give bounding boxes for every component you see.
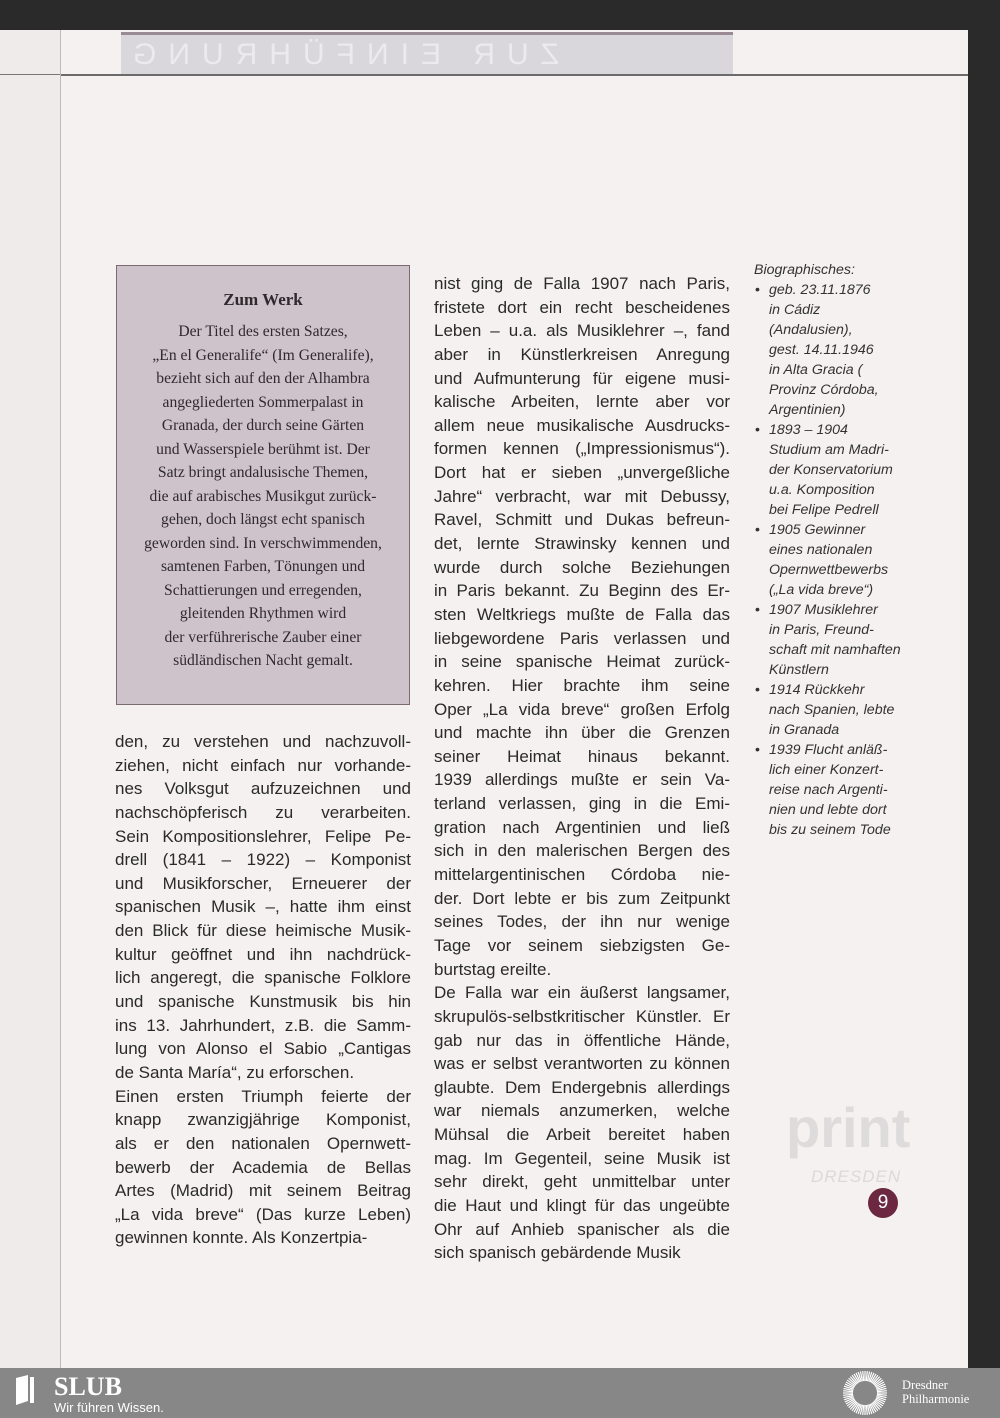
text-line: gration nach Argentinien und ließ: [434, 817, 730, 837]
text-line: Tage vor seinem siebzigsten Ge-: [434, 935, 730, 955]
bio-line: in Cádiz: [769, 302, 821, 318]
text-line: nachschöpferisch zu verarbeiten.: [115, 802, 411, 822]
box-text-line: samtenen Farben, Tönungen und: [160, 558, 366, 575]
text-line: Artes (Madrid) mit seinem Beitrag: [115, 1181, 411, 1201]
bio-line: gest. 14.11.1946: [769, 342, 874, 358]
text-line: knapp zwanzigjährige Komponist,: [115, 1110, 411, 1130]
box-text-line: Satz bringt andalusische Themen,: [157, 464, 369, 481]
bio-line: 1939 Flucht anläß-: [769, 742, 888, 758]
text-line: den Blick für diese heimische Musik-: [115, 921, 411, 941]
ad-city: DRESDEN: [811, 1167, 902, 1186]
box-title: Zum Werk: [223, 290, 303, 309]
box-text-line: die auf arabisches Musikgut zurück-: [149, 487, 377, 505]
box-text-line: Granada, der durch seine Gärten: [161, 417, 365, 434]
text-line: die Haut und klingt für das ungeübte: [434, 1195, 730, 1215]
text-line: seines Todes, der ihn nur wenige: [434, 912, 730, 932]
bio-line: eines nationalen: [769, 542, 873, 558]
advertisement-watermark: [786, 885, 936, 1265]
text-line: Ravel, Schmitt und Dukas befreun-: [434, 510, 730, 530]
bio-list-item: [754, 280, 914, 420]
text-line: Dort hat er sieben „unvergeßliche: [434, 463, 730, 483]
text-line: lich angeregt, die spanische Folklore: [115, 968, 411, 988]
text-line: bewerb der Academia de Bellas: [115, 1157, 411, 1177]
bio-list-item: [754, 740, 914, 840]
text-line: kehren. Hier brachte ihm seine: [434, 675, 730, 695]
bio-line: Studium am Madri-: [769, 442, 889, 458]
text-line: Oper „La vida breve“ großen Erfolg: [434, 699, 730, 719]
bio-line: nien und lebte dort: [769, 802, 887, 818]
text-line: skrupulös-selbstkritischer Künstler. Er: [434, 1006, 730, 1026]
bio-line: bei Felipe Pedrell: [769, 502, 879, 518]
bio-line: in Alta Gracia (: [769, 362, 863, 378]
box-text-line: Schattierungen und erregenden,: [164, 581, 362, 599]
text-line: ziehen, nicht einfach nur vorhande-: [115, 755, 411, 775]
section-title: ZUR EINFÜHRUNG: [121, 38, 559, 71]
text-line: Einen ersten Triumph feierte der: [115, 1086, 411, 1106]
box-text-line: „En el Generalife“ (Im Generalife),: [152, 346, 374, 364]
text-line: formen kennen („Impressionismus“).: [434, 439, 730, 459]
bio-list-item: [754, 680, 914, 740]
text-line: „La vida breve“ (Das kurze Leben): [115, 1204, 411, 1224]
text-line: nist ging de Falla 1907 nach Paris,: [434, 274, 730, 293]
box-text-line: angegliederten Sommerpalast in: [162, 393, 364, 411]
text-line: lung von Alonso el Sabio „Cantigas: [115, 1039, 411, 1059]
footer-bar: [0, 1368, 1000, 1418]
bio-line: 1914 Rückkehr: [769, 682, 865, 698]
bio-line: 1893 – 1904: [769, 422, 848, 438]
box-text-line: und Wasserspiele berühmt ist. Der: [156, 440, 370, 458]
text-line: sich spanisch gebärdende Musik: [434, 1243, 681, 1263]
header-rule: [61, 74, 968, 76]
page-number: 9: [868, 1188, 898, 1218]
sidebar-title: Biographisches:: [754, 262, 855, 278]
box-text-line: gehen, doch längst echt spanisch: [161, 511, 365, 528]
bio-line: lich einer Konzert-: [769, 762, 884, 778]
text-line: Ohr auf Anhieb spanischer als die: [434, 1219, 730, 1239]
bio-list-item: [754, 600, 914, 680]
bio-line: in Granada: [769, 722, 840, 738]
bio-line: bis zu seinem Tode: [769, 822, 891, 838]
text-line: kalische Arbeiten, lernte aber vor: [434, 392, 730, 412]
text-line: und spanische Kunstmusik bis hin: [115, 992, 411, 1012]
bio-line: in Paris, Freund-: [769, 622, 874, 638]
bio-line: 1905 Gewinner: [769, 522, 866, 538]
box-text-line: südländischen Nacht gemalt.: [173, 652, 353, 669]
bullet-icon: •: [755, 742, 760, 758]
bio-line: reise nach Argenti-: [769, 782, 888, 798]
text-line: drell (1841 – 1922) – Komponist: [115, 850, 411, 870]
slub-tagline: Wir führen Wissen.: [54, 1400, 164, 1415]
zum-werk-box: [116, 265, 410, 705]
text-line: als er den nationalen Opernwett-: [115, 1133, 411, 1153]
text-line: Mühsal die Arbeit bereitet haben: [434, 1125, 730, 1145]
section-header: [121, 32, 733, 74]
text-line: sich in den malerischen Bergen des: [434, 841, 730, 861]
bio-line: (Andalusien),: [769, 322, 853, 338]
text-line: Jahre“ verbracht, war mit Debussy,: [434, 486, 730, 506]
text-line: fristete dort ein recht bescheidenes: [434, 297, 730, 317]
bio-line: 1907 Musiklehrer: [769, 602, 878, 618]
book-icon: [14, 1375, 36, 1405]
text-line: war niemals anzumerken, welche: [434, 1101, 730, 1121]
slub-logo: SLUB: [54, 1372, 122, 1401]
text-line: De Falla war ein äußerst langsamer,: [434, 983, 730, 1003]
text-line: den, zu verstehen und nachzuvoll-: [115, 732, 411, 751]
left-column: [115, 730, 411, 1250]
text-line: kultur geöffnet und ihn nachdrück-: [115, 944, 411, 964]
bio-line: geb. 23.11.1876: [769, 282, 871, 298]
text-line: was er selbst verantworten zu können: [434, 1054, 730, 1074]
box-text-line: bezieht sich auf den der Alhambra: [156, 370, 370, 387]
text-line: mittelargentinischen Córdoba nie-: [434, 865, 730, 885]
text-line: gewinnen konnte. Als Konzertpia-: [115, 1228, 368, 1248]
text-line: spanischen Musik –, hatte ihm einst: [115, 897, 411, 917]
facing-page-edge: [0, 30, 61, 1368]
text-line: aber in Künstlerkreisen Anregung: [434, 344, 730, 364]
bullet-icon: •: [755, 422, 760, 438]
text-line: gab nur das in öffentliche Hände,: [434, 1030, 730, 1050]
middle-column: [434, 272, 730, 1265]
ad-brand: print: [786, 1096, 911, 1159]
text-line: mag. Im Gegenteil, seine Musik ist: [434, 1148, 730, 1168]
text-line: seiner Heimat hinaus bekannt.: [434, 746, 730, 766]
bio-line: Opernwettbewerbs: [769, 562, 889, 578]
text-line: sehr direkt, geht unmittelbar unter: [434, 1172, 730, 1192]
biography-sidebar: [754, 260, 914, 840]
bio-line: schaft mit namhaften: [769, 642, 901, 658]
text-line: allem neue musikalische Ausdrucks-: [434, 415, 730, 435]
bio-line: („La vida breve“): [769, 582, 874, 598]
text-line: det, lernte Strawinsky kennen und: [434, 534, 730, 554]
box-text-line: Der Titel des ersten Satzes,: [178, 323, 348, 340]
bio-list-item: [754, 520, 914, 600]
text-line: glaubte. Dem Endergebnis allerdings: [434, 1077, 730, 1097]
text-line: burtstag ereilte.: [434, 959, 552, 979]
bio-line: Provinz Córdoba,: [769, 382, 879, 398]
document-page: [61, 30, 968, 1368]
text-line: terland verlassen, ging in die Emi-: [434, 794, 730, 814]
text-line: 1939 allerdings mußte er sein Va-: [434, 770, 730, 790]
text-line: Leben – u.a. als Musiklehrer –, fand: [434, 321, 730, 341]
text-line: und machte ihn über die Grenzen: [434, 723, 730, 743]
philharmonie-sun-icon: [842, 1370, 888, 1416]
text-line: sten Weltkriegs mußte de Falla das: [434, 604, 730, 624]
text-line: und Aufmunterung für eigene musi-: [434, 368, 730, 388]
bullet-icon: •: [755, 522, 760, 538]
bio-line: der Konservatorium: [769, 462, 893, 478]
bullet-icon: •: [755, 682, 760, 698]
text-line: in seine spanische Heimat zurück-: [434, 652, 730, 672]
text-line: ins 13. Jahrhundert, z.B. die Samm-: [115, 1015, 411, 1035]
text-line: nes Volksgut aufzuzeichnen und: [115, 779, 411, 799]
text-line: und Musikforscher, Erneuerer der: [115, 873, 411, 893]
text-line: der. Dort lebte er bis zum Zeitpunkt: [434, 888, 730, 908]
bio-line: nach Spanien, lebte: [769, 702, 895, 718]
text-line: liebgewordene Paris verlassen und: [434, 628, 730, 648]
box-text-line: geworden sind. In verschwimmenden,: [144, 534, 382, 552]
text-line: in Paris bekannt. Zu Beginn des Er-: [434, 581, 730, 601]
box-text-line: der verführerische Zauber einer: [164, 628, 362, 646]
text-line: Sein Kompositionslehrer, Felipe Pe-: [115, 826, 411, 846]
bio-line: Künstlern: [769, 662, 829, 678]
partner-logo-text: Dresdner Philharmonie: [902, 1378, 970, 1406]
bio-list-item: [754, 420, 914, 520]
text-line: de Santa María“, zu erforschen.: [115, 1062, 355, 1082]
box-text-line: gleitenden Rhythmen wird: [179, 605, 347, 622]
text-line: wurde durch solche Beziehungen: [434, 557, 730, 577]
bio-line: Argentinien): [769, 402, 846, 418]
bio-line: u.a. Komposition: [769, 482, 875, 498]
bullet-icon: •: [755, 282, 760, 298]
bullet-icon: •: [755, 602, 760, 618]
